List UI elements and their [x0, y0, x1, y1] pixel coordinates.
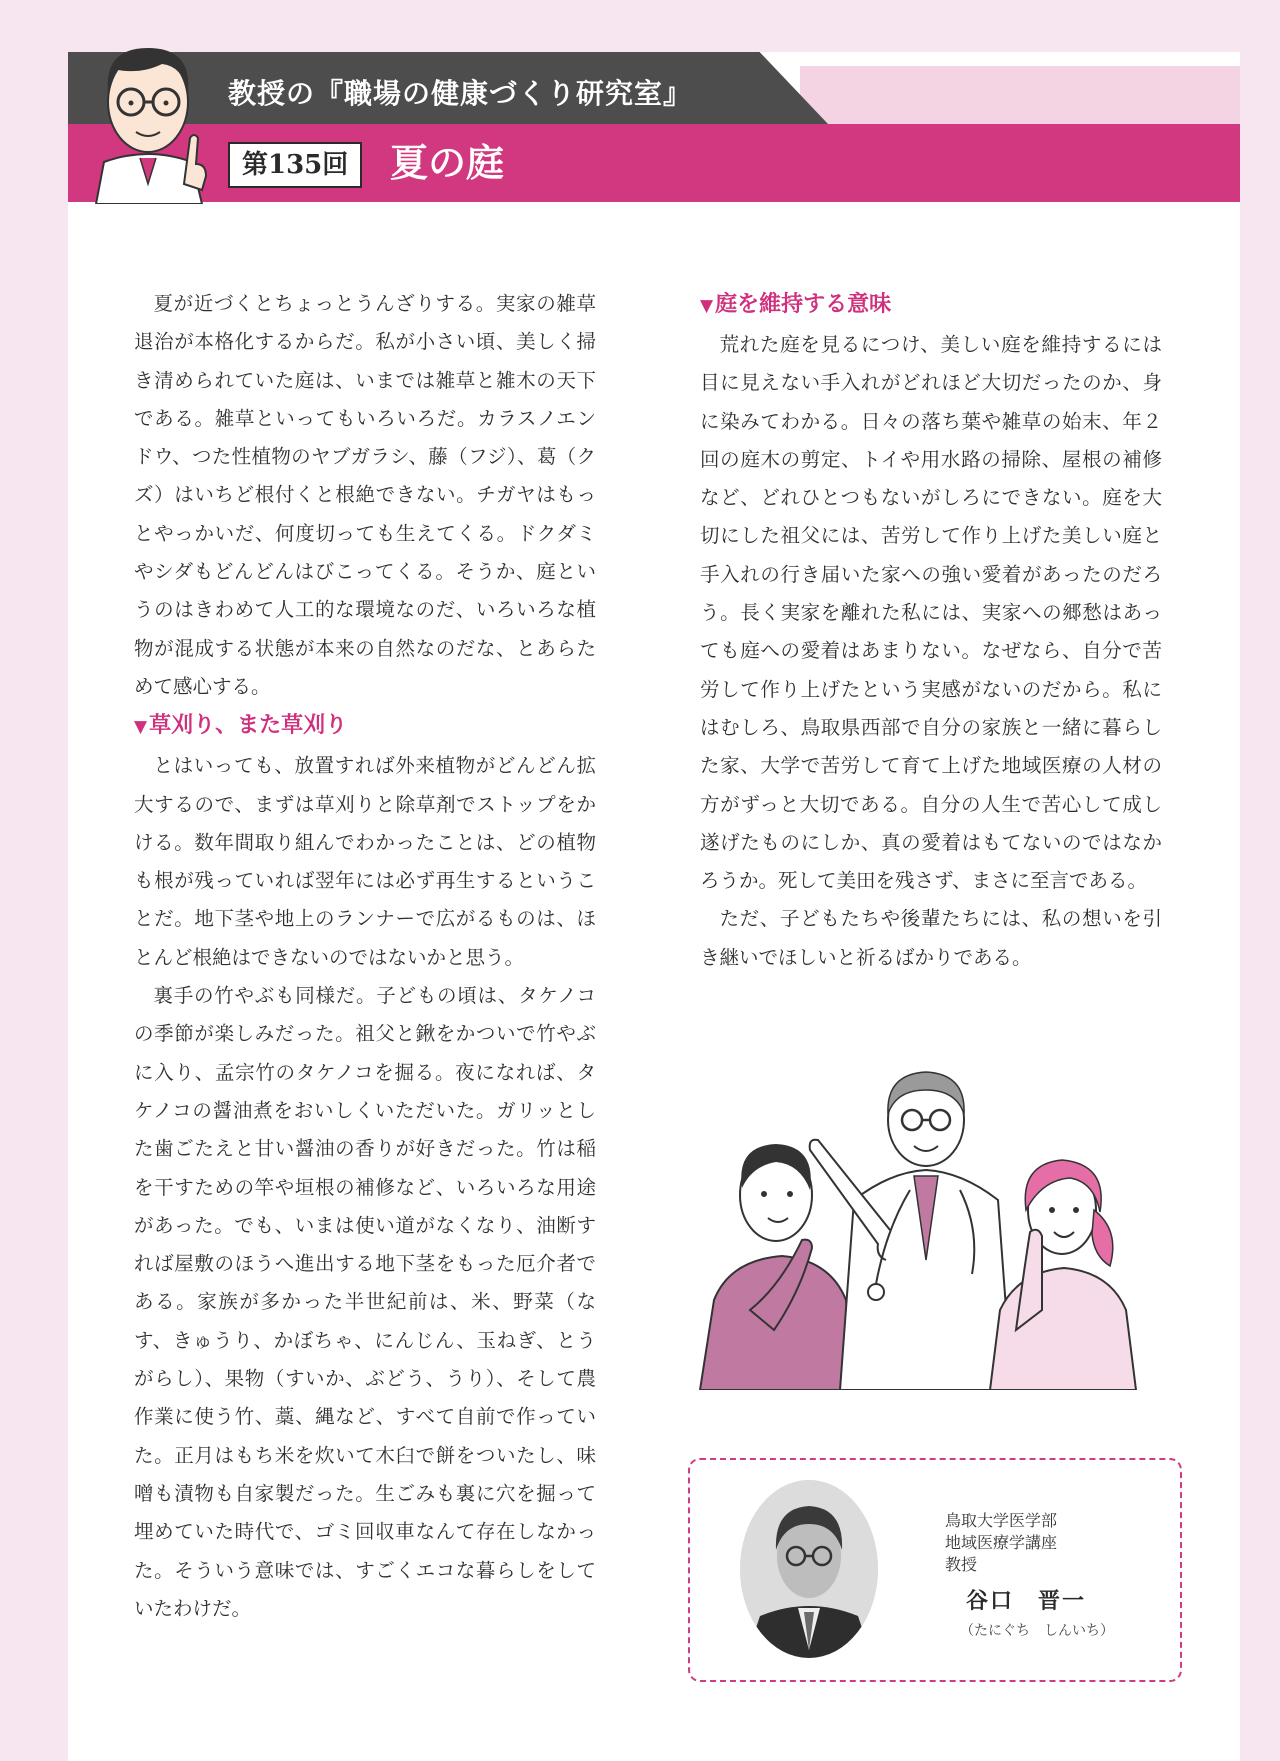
section-heading-text: 庭を維持する意味: [715, 292, 892, 317]
section-heading: [700, 285, 1162, 326]
section-heading: [134, 706, 596, 747]
doctor-with-patients-illustration: [690, 1060, 1160, 1390]
paragraph: 荒れた庭を見るにつけ、美しい庭を維持するには目に見えない手入れがどれほど大切だったのか、身に染みてわかる。日々の落ち葉や雑草の始末、年２回の庭木の剪定、トイや用水路の掃除、屋根の補修など、どれひとつもないがしろにできない。庭を大切にした祖父には、苦労して作り上げた美しい庭と手入れの行き届いた家への強い愛着があったのだろう。長く実家を離れた私には、実家への郷愁はあっても庭への愛着はあまりない。なぜなら、自分で苦労して作り上げたという実感がないのだから。私にはむしろ、鳥取県西部で自分の家族と一緒に暮らした家、大学で苦労して育て上げた地域医療の人材の方がずっと大切である。自分の人生で苦心して成し遂げたものにしか、真の愛着はもてないのではなかろうか。死して美田を残さず、まさに至言である。: [700, 333, 1162, 893]
author-name: 谷口 晋一: [966, 1589, 1087, 1614]
body-column-left: [134, 285, 596, 1628]
header-ghost-band: [800, 66, 1240, 124]
author-portrait-photo: [740, 1480, 878, 1658]
body-column-right: [700, 285, 1162, 977]
paragraph: ただ、子どもたちや後輩たちには、私の想いを引き継いでほしいと祈るばかりである。: [700, 907, 1162, 969]
paragraph: 夏が近づくとちょっとうんざりする。実家の雑草退治が本格化するからだ。私が小さい頃、美しく掃き清められていた庭は、いまでは雑草と雑木の天下である。雑草といってもいろいろだ。カラスノエンドウ、つた性植物のヤブガラシ、藤（フジ）、葛（クズ）はいちど根付くと根絶できない。チガヤはもっとやっかいだ、何度切っても生えてくる。ドクダミやシダもどんどんはびこってくる。そうか、庭というのはきわめて人工的な環境なのだ、いろいろな植物が混成する状態が本来の自然なのだな、とあらためて感心する。: [134, 292, 596, 698]
series-title: 教授の『職場の健康づくり研究室』: [228, 77, 693, 110]
author-name-reading: （たにぐち しんいち）: [960, 1623, 1114, 1639]
article-title: 夏の庭: [390, 140, 505, 185]
paragraph: 裏手の竹やぶも同様だ。子どもの頃は、タケノコの季節が楽しみだった。祖父と鍬をかついで竹やぶに入り、孟宗竹のタケノコを掘る。夜になれば、タケノコの醤油煮をおいしくいただいた。ガリッとした歯ごたえと甘い醤油の香りが好きだった。竹は稲を干すための竿や垣根の補修など、いろいろな用途があった。でも、いまは使い道がなくなり、油断すれば屋敷のほうへ進出する地下茎をもった厄介者である。家族が多かった半世紀前は、米、野菜（なす、きゅうり、かぼちゃ、にんじん、玉ねぎ、とうがらし）、果物（すいか、ぶどう、うり）、そして農作業に使う竹、藁、縄など、すべて自前で作っていた。正月はもち米を炊いて木臼で餅をついたし、味噌も漬物も自家製だった。生ごみも裏に穴を掘って埋めていた時代で、ゴミ回収車なんて存在しなかった。そういう意味では、すごくエコな暮らしをしていたわけだ。: [134, 984, 596, 1620]
author-position: 教授: [945, 1555, 978, 1574]
professor-mascot-icon: [78, 34, 218, 204]
triangle-marker-icon: ▼: [134, 717, 148, 738]
issue-number: 第135回: [228, 142, 362, 188]
section-heading-text: 草刈り、また草刈り: [149, 713, 348, 739]
triangle-marker-icon: ▼: [700, 296, 714, 316]
affiliation-department: 地域医療学講座: [945, 1533, 1058, 1552]
paragraph: とはいっても、放置すれば外来植物がどんどん拡大するので、まずは草刈りと除草剤でストップをかける。数年間取り組んでわかったことは、どの植物も根が残っていれば翌年には必ず再生するということだ。地下茎や地上のランナーで広がるものは、ほとんど根絶はできないのではないかと思う。: [134, 754, 596, 969]
author-affiliation: [945, 1510, 1057, 1576]
affiliation-university: 鳥取大学医学部: [945, 1511, 1058, 1530]
